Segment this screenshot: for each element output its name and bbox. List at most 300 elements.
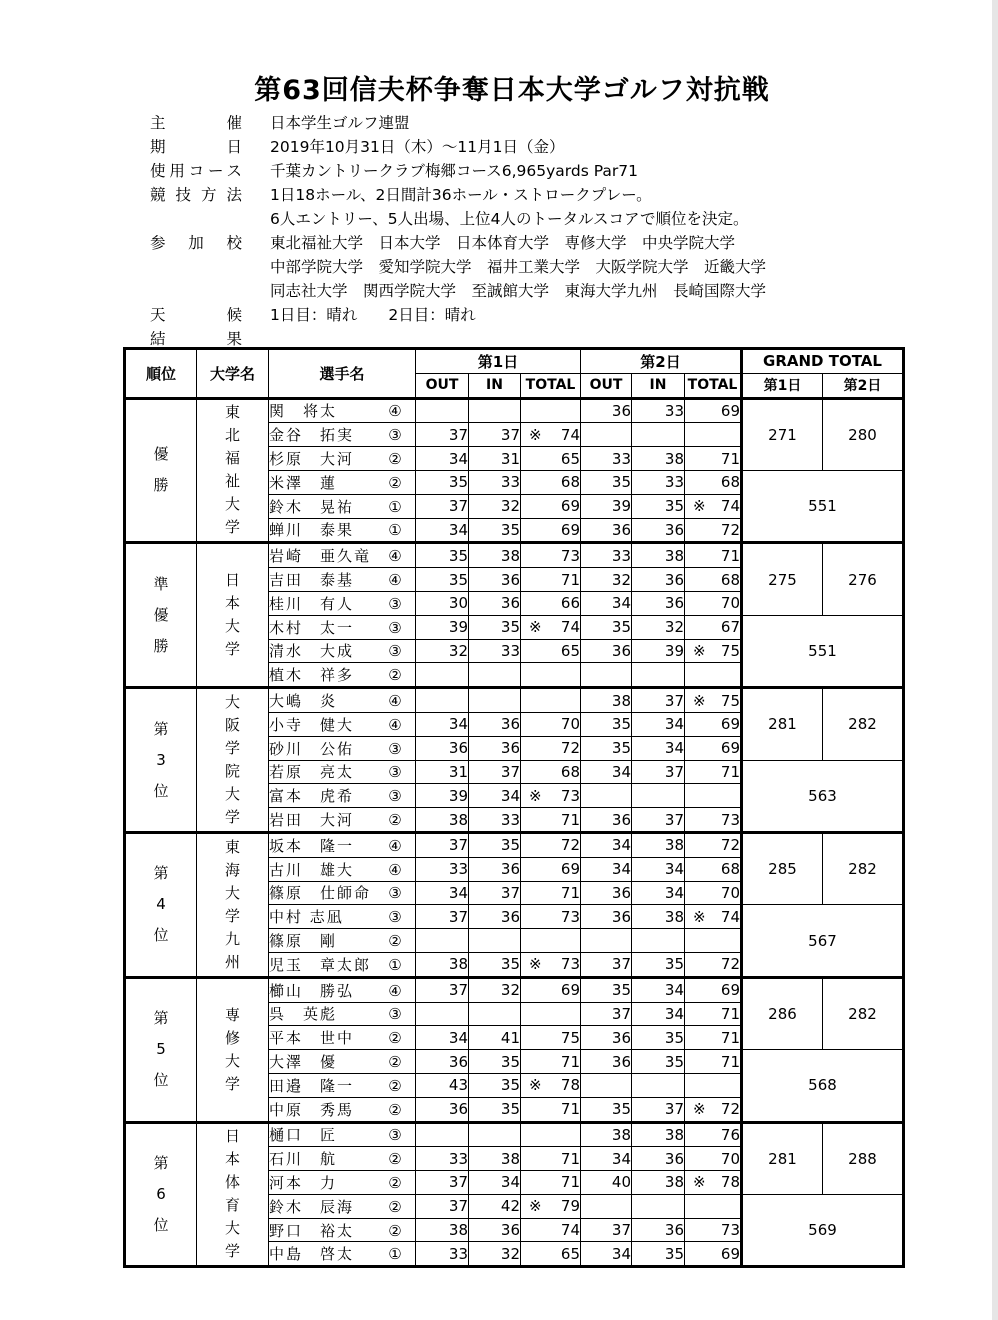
day1-in: 31	[469, 447, 521, 471]
results-table	[123, 347, 905, 1268]
player-cell	[269, 447, 416, 471]
player-year: ②	[388, 1100, 402, 1119]
day1-total-cell	[521, 423, 581, 447]
day1-total-cell	[521, 447, 581, 471]
player-cell	[269, 423, 416, 447]
day1-out: 39	[416, 615, 469, 639]
player-year: ②	[388, 1173, 402, 1192]
day1-total: 74	[560, 618, 580, 637]
player-name: 坂本 隆一	[269, 836, 355, 855]
player-year: ②	[388, 1197, 402, 1216]
day2-in	[632, 784, 685, 808]
day1-in: 32	[469, 977, 521, 1002]
day2-dropped-mark: ※	[693, 1100, 706, 1119]
day2-total: 68	[720, 473, 740, 492]
day2-total-cell	[685, 952, 742, 977]
day2-in: 34	[632, 881, 685, 905]
day2-in: 34	[632, 736, 685, 760]
grand-total-sum: 551	[742, 470, 904, 542]
day1-total-cell	[521, 760, 581, 784]
player-cell	[269, 494, 416, 518]
day1-out: 34	[416, 881, 469, 905]
teams-line-1: 東北福祉大学 日本大学 日本体育大学 専修大学 中央学院大学	[270, 234, 736, 252]
day1-out: 36	[416, 1097, 469, 1122]
day1-in: 34	[469, 1171, 521, 1195]
player-cell	[269, 615, 416, 639]
day2-total: 68	[720, 860, 740, 879]
day1-out: 35	[416, 543, 469, 568]
day2-in: 34	[632, 1002, 685, 1026]
day1-in: 35	[469, 1097, 521, 1122]
day1-in: 36	[469, 712, 521, 736]
day2-total: 75	[720, 691, 740, 710]
day2-total: 70	[720, 594, 740, 613]
day1-in: 36	[469, 1218, 521, 1242]
day1-in	[469, 663, 521, 688]
day1-total-cell	[521, 568, 581, 592]
day2-total: 71	[720, 1028, 740, 1047]
header-d1-in: IN	[469, 373, 521, 398]
day2-dropped-mark: ※	[693, 1173, 706, 1192]
team-university	[197, 977, 269, 1122]
header-gt-day1: 第1日	[742, 373, 823, 398]
day2-total-cell	[685, 929, 742, 953]
day2-out	[581, 663, 632, 688]
day1-out: 39	[416, 784, 469, 808]
team-rank	[125, 977, 197, 1122]
day2-in: 33	[632, 398, 685, 423]
day2-in: 38	[632, 1122, 685, 1147]
day2-in: 34	[632, 712, 685, 736]
day2-total: 71	[720, 1004, 740, 1023]
player-cell	[269, 1002, 416, 1026]
day2-out: 34	[581, 591, 632, 615]
player-cell	[269, 398, 416, 423]
header-grand-total: GRAND TOTAL	[742, 349, 904, 374]
day2-in: 37	[632, 1097, 685, 1122]
player-name: 古川 雄大	[269, 860, 355, 879]
day1-dropped-mark: ※	[529, 786, 542, 805]
day2-total-cell	[685, 1218, 742, 1242]
day1-total-cell	[521, 952, 581, 977]
day1-total-cell	[521, 905, 581, 929]
team-rank	[125, 543, 197, 688]
format-line-1: 1日18ホール、2日間計36ホール・ストロークプレー。	[270, 186, 652, 204]
day1-total-cell	[521, 784, 581, 808]
player-name: 田邉 隆一	[269, 1076, 355, 1095]
player-year: ②	[388, 1053, 402, 1071]
player-cell	[269, 952, 416, 977]
day2-out: 36	[581, 881, 632, 905]
team-rank-text: 第 3 位	[153, 719, 169, 800]
day2-total-cell	[685, 639, 742, 663]
day2-out: 40	[581, 1171, 632, 1195]
day2-in	[632, 423, 685, 447]
team-university	[197, 398, 269, 543]
day1-out: 30	[416, 591, 469, 615]
weather-value: 1日目：晴れ 2日目：晴れ	[270, 306, 476, 324]
player-cell	[269, 1171, 416, 1195]
day1-total: 70	[560, 715, 580, 734]
day1-in: 35	[469, 518, 521, 543]
day1-total: 73	[560, 907, 580, 926]
day2-total-cell	[685, 518, 742, 543]
grand-total-day1: 281	[742, 1122, 823, 1194]
day1-out	[416, 1002, 469, 1026]
header-day1: 第1日	[416, 349, 581, 374]
day2-out	[581, 1073, 632, 1097]
day2-total: 76	[720, 1125, 740, 1144]
player-name: 石川 航	[269, 1150, 338, 1169]
day2-total: 70	[720, 1149, 740, 1168]
day1-out: 34	[416, 712, 469, 736]
day2-out	[581, 423, 632, 447]
player-name: 鈴木 辰海	[269, 1197, 355, 1216]
day2-total: 75	[720, 641, 740, 660]
day2-dropped-mark: ※	[693, 907, 706, 926]
header-univ: 大学名	[197, 349, 269, 399]
team-university-text: 大 阪 学 院 大 学	[224, 693, 240, 827]
grand-total-day1: 285	[742, 832, 823, 904]
player-year: ②	[388, 1076, 402, 1095]
team-rank-text: 第 4 位	[153, 864, 169, 945]
day1-out: 38	[416, 808, 469, 833]
day2-total-cell	[685, 423, 742, 447]
day2-out: 36	[581, 808, 632, 833]
day1-in: 35	[469, 952, 521, 977]
day1-out: 33	[416, 857, 469, 881]
day2-total: 71	[720, 449, 740, 468]
day1-total: 72	[560, 739, 580, 758]
player-cell	[269, 688, 416, 713]
day1-total: 72	[560, 836, 580, 855]
day2-out	[581, 929, 632, 953]
day2-total-cell	[685, 1073, 742, 1097]
header-d1-total: TOTAL	[521, 373, 581, 398]
player-name: 清水 大成	[269, 642, 355, 661]
player-name: 岩崎 亜久竜	[269, 547, 372, 566]
day1-total-cell	[521, 1147, 581, 1171]
player-year: ②	[388, 1221, 402, 1240]
host-value: 日本学生ゴルフ連盟	[270, 114, 410, 132]
player-name: 河本 力	[269, 1173, 338, 1192]
day2-in: 38	[632, 832, 685, 857]
day1-total-cell	[521, 1218, 581, 1242]
date-label: 期日	[150, 138, 242, 156]
day1-out: 35	[416, 568, 469, 592]
day1-total-cell	[521, 712, 581, 736]
day2-total-cell	[685, 857, 742, 881]
day1-out: 31	[416, 760, 469, 784]
player-year: ②	[388, 1029, 402, 1048]
day1-out: 37	[416, 832, 469, 857]
day1-total-cell	[521, 494, 581, 518]
day2-out: 38	[581, 1122, 632, 1147]
player-name: 若原 亮太	[269, 763, 355, 782]
day2-total: 72	[720, 836, 740, 855]
day2-in: 35	[632, 494, 685, 518]
day1-total-cell	[521, 881, 581, 905]
day1-in: 32	[469, 494, 521, 518]
day2-out: 34	[581, 832, 632, 857]
day1-total-cell	[521, 977, 581, 1002]
team-rank	[125, 688, 197, 833]
player-cell	[269, 1050, 416, 1074]
day2-total: 73	[720, 810, 740, 829]
team-rank-text: 準 優 勝	[153, 574, 169, 655]
day1-out	[416, 398, 469, 423]
player-year: ④	[388, 715, 402, 734]
day1-out: 34	[416, 518, 469, 543]
day2-total-cell	[685, 736, 742, 760]
player-cell	[269, 832, 416, 857]
day1-total: 69	[560, 497, 580, 516]
team-rank-text: 第 6 位	[153, 1153, 169, 1234]
day2-out: 35	[581, 1097, 632, 1122]
day2-out: 36	[581, 905, 632, 929]
header-player: 選手名	[269, 349, 416, 399]
table-row	[125, 543, 904, 568]
day1-in: 32	[469, 1242, 521, 1267]
player-year: ②	[388, 932, 402, 951]
player-year: ③	[388, 1005, 402, 1024]
player-cell	[269, 568, 416, 592]
day1-in: 37	[469, 881, 521, 905]
player-year: ①	[388, 521, 402, 540]
grand-total-day2: 282	[823, 832, 904, 904]
header-rank: 順位	[125, 349, 197, 399]
grand-total-day1: 286	[742, 977, 823, 1049]
player-name: 関 将太	[269, 402, 338, 421]
page-title: 第63回信夫杯争奪日本大学ゴルフ対抗戦	[254, 75, 770, 106]
grand-total-day1: 271	[742, 398, 823, 470]
player-cell	[269, 712, 416, 736]
player-year: ②	[388, 473, 402, 492]
day2-out: 36	[581, 639, 632, 663]
player-name: 樋口 匠	[269, 1126, 338, 1145]
day1-total: 69	[560, 520, 580, 539]
player-name: 杉原 大河	[269, 450, 355, 469]
day1-in	[469, 929, 521, 953]
day2-total-cell	[685, 688, 742, 713]
player-cell	[269, 639, 416, 663]
day1-out: 36	[416, 1050, 469, 1074]
day1-total: 74	[560, 1221, 580, 1240]
player-name: 植木 祥多	[269, 666, 355, 685]
player-cell	[269, 784, 416, 808]
player-cell	[269, 977, 416, 1002]
day2-total-cell	[685, 760, 742, 784]
player-cell	[269, 1026, 416, 1050]
day2-out: 36	[581, 1050, 632, 1074]
day1-out	[416, 663, 469, 688]
teams-line-2: 中部学院大学 愛知学院大学 福井工業大学 大阪学院大学 近畿大学	[270, 258, 767, 276]
player-cell	[269, 1097, 416, 1122]
day2-in: 39	[632, 639, 685, 663]
day2-in: 36	[632, 568, 685, 592]
player-year: ③	[388, 908, 402, 927]
player-year: ①	[388, 1245, 402, 1264]
day2-total: 72	[720, 520, 740, 539]
day2-dropped-mark: ※	[693, 497, 706, 516]
player-name: 大澤 優	[269, 1053, 338, 1071]
day1-total-cell	[521, 518, 581, 543]
player-year: ①	[388, 955, 402, 974]
grand-total-day2: 282	[823, 688, 904, 760]
day1-total: 74	[560, 425, 580, 444]
player-name: 鈴木 晃祐	[269, 497, 355, 516]
day1-total: 71	[560, 1100, 580, 1119]
team-university	[197, 543, 269, 688]
player-name: 呉 英彪	[269, 1005, 338, 1024]
format-label: 競技方法	[150, 186, 242, 204]
player-name: 蝉川 泰果	[269, 521, 355, 540]
day1-in: 37	[469, 423, 521, 447]
table-row	[125, 832, 904, 857]
player-name: 吉田 泰基	[269, 571, 355, 590]
team-rank	[125, 832, 197, 977]
day1-total-cell	[521, 808, 581, 833]
day2-total-cell	[685, 905, 742, 929]
team-university	[197, 1122, 269, 1267]
day1-total: 68	[560, 762, 580, 781]
grand-total-day1: 275	[742, 543, 823, 615]
day1-total-cell	[521, 1097, 581, 1122]
player-year: ④	[388, 981, 402, 1000]
day2-in: 37	[632, 808, 685, 833]
day2-total-cell	[685, 832, 742, 857]
player-name: 木村 太一	[269, 618, 355, 637]
player-cell	[269, 760, 416, 784]
day2-dropped-mark: ※	[693, 691, 706, 710]
day1-total: 71	[560, 570, 580, 589]
player-year: ④	[388, 402, 402, 421]
day2-total-cell	[685, 591, 742, 615]
day2-in: 38	[632, 1171, 685, 1195]
day2-in: 34	[632, 857, 685, 881]
format-line-2: 6人エントリー、5人出場、上位4人のトータルスコアで順位を決定。	[270, 210, 749, 228]
player-name: 米澤 蓮	[269, 473, 338, 492]
day1-total-cell	[521, 929, 581, 953]
day2-total: 69	[720, 739, 740, 758]
player-cell	[269, 470, 416, 494]
player-year: ②	[388, 450, 402, 469]
player-name: 富本 虎希	[269, 787, 355, 806]
team-rank-text: 第 5 位	[153, 1009, 169, 1090]
day1-in: 35	[469, 1073, 521, 1097]
day1-out: 37	[416, 1171, 469, 1195]
player-name: 中村 志凪	[269, 908, 344, 927]
player-cell	[269, 929, 416, 953]
day1-in: 33	[469, 808, 521, 833]
team-rank-text: 優 勝	[153, 445, 169, 495]
day1-total: 69	[560, 981, 580, 1000]
day1-out: 37	[416, 905, 469, 929]
player-year: ③	[388, 763, 402, 782]
day2-out: 35	[581, 736, 632, 760]
player-name: 大嶋 炎	[269, 692, 338, 711]
player-year: ④	[388, 547, 402, 566]
day2-in: 37	[632, 688, 685, 713]
day2-total: 74	[720, 907, 740, 926]
player-cell	[269, 881, 416, 905]
day2-in: 35	[632, 1026, 685, 1050]
grand-total-sum: 568	[742, 1050, 904, 1122]
player-cell	[269, 736, 416, 760]
day1-total-cell	[521, 639, 581, 663]
day1-out: 37	[416, 977, 469, 1002]
day2-total-cell	[685, 784, 742, 808]
day2-in: 36	[632, 1147, 685, 1171]
player-cell	[269, 1218, 416, 1242]
day1-out: 37	[416, 1194, 469, 1218]
team-university-text: 東 北 福 祉 大 学	[224, 403, 240, 537]
date-value: 2019年10月31日（木）～11月1日（金）	[270, 138, 565, 156]
day2-out: 35	[581, 470, 632, 494]
team-university	[197, 688, 269, 833]
header-gt-day2: 第2日	[823, 373, 904, 398]
day2-out: 36	[581, 398, 632, 423]
player-year: ②	[388, 811, 402, 830]
day2-total-cell	[685, 1026, 742, 1050]
day1-in: 35	[469, 1050, 521, 1074]
table-row	[125, 688, 904, 713]
player-cell	[269, 1147, 416, 1171]
player-cell	[269, 808, 416, 833]
day1-total: 68	[560, 473, 580, 492]
day1-total-cell	[521, 1050, 581, 1074]
player-cell	[269, 518, 416, 543]
day1-total: 71	[560, 1052, 580, 1071]
teams-line-3: 同志社大学 関西学院大学 至誠館大学 東海大学九州 長崎国際大学	[270, 282, 767, 300]
player-cell	[269, 663, 416, 688]
day2-out: 34	[581, 1147, 632, 1171]
day2-total-cell	[685, 808, 742, 833]
day1-total-cell	[521, 1242, 581, 1267]
day1-out: 35	[416, 470, 469, 494]
day1-out	[416, 688, 469, 713]
day1-dropped-mark: ※	[529, 1076, 542, 1095]
day1-total: 65	[560, 449, 580, 468]
day2-in: 36	[632, 1218, 685, 1242]
day1-out	[416, 929, 469, 953]
day1-out: 33	[416, 1242, 469, 1267]
day2-in: 38	[632, 447, 685, 471]
day1-total-cell	[521, 1171, 581, 1195]
day1-in	[469, 1122, 521, 1147]
day1-dropped-mark: ※	[529, 955, 542, 974]
course-value: 千葉カントリークラブ梅郷コース6,965yards Par71	[270, 162, 638, 180]
results-body	[125, 398, 904, 1267]
day1-total-cell	[521, 470, 581, 494]
day1-in: 38	[469, 543, 521, 568]
player-year: ③	[388, 642, 402, 661]
day1-total-cell	[521, 1026, 581, 1050]
day1-in	[469, 688, 521, 713]
day2-in: 38	[632, 543, 685, 568]
day1-in: 35	[469, 832, 521, 857]
day1-total: 71	[560, 1149, 580, 1168]
day1-in: 41	[469, 1026, 521, 1050]
player-cell	[269, 1194, 416, 1218]
team-university-text: 日 本 大 学	[224, 571, 240, 659]
player-cell	[269, 1073, 416, 1097]
day2-in: 32	[632, 615, 685, 639]
results-label: 結果	[150, 330, 242, 348]
header-row-1	[125, 349, 904, 374]
player-cell	[269, 591, 416, 615]
weather-label: 天候	[150, 306, 242, 324]
